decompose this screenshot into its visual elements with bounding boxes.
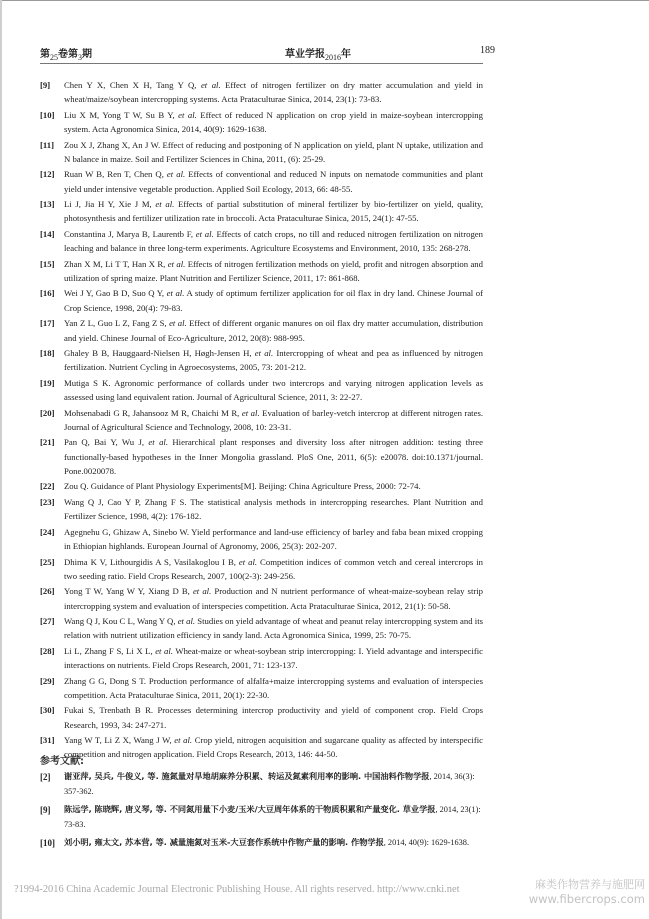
chinese-references-title: 参考文献: — [40, 756, 84, 767]
reference-text-chinese: 谢亚萍, 吴兵, 牛俊义, 等. 施氮量对旱地胡麻养分积累、转运及氮素利用率的影响. 中国油料作物学报 — [64, 771, 430, 781]
reference-number: [12] — [40, 169, 55, 180]
reference-item — [40, 525, 483, 554]
running-header — [40, 45, 495, 65]
reference-text: Mohsenabadi G R, Jahansooz M R, Chaichi M R, et al. Evaluation of barley-vetch intercrop at different nitrogen rates. Journal of Agricultural Science and Technology, 2008, 10: 23-31. — [64, 407, 484, 432]
reference-item — [40, 227, 483, 256]
reference-number: [30] — [40, 705, 55, 716]
reference-item — [40, 674, 483, 703]
et-al: et al. — [169, 318, 187, 329]
reference-number: [10] — [40, 109, 55, 120]
reference-text: Agegnehu G, Ghizaw A, Sinebo W. Yield performance and land-use efficiency of barley and faba bean mixed cropping in Ethiopian highlands. European Journal of Agronomy, 2006, 25(3): 202-207. — [64, 526, 483, 552]
et-al: et al. — [195, 228, 214, 239]
reference-number: [18] — [40, 348, 55, 359]
reference-number: [15] — [40, 258, 55, 269]
et-al: et al. — [192, 586, 212, 597]
reference-text: Yan Z L, Guo L Z, Fang Z S, et al. Effect of different organic manures on oil flax dry matter accumulation, distribution and yield. Chinese Journal of Eco-Agriculture, 2012, 20(8): 988-995. — [64, 318, 483, 343]
page-number: 189 — [480, 45, 495, 56]
reference-text: Dhima K V, Lithourgidis A S, Vasilakoglou I B, et al. Competition indices of common vetch and cereal intercrops in two seeding ratio. Field Crops Research, 2007, 100(2-3): 249-256. — [64, 556, 484, 581]
reference-number: [11] — [40, 139, 54, 150]
reference-citation-details: , 2014, 23(1): 73-83. — [64, 805, 481, 829]
reference-number: [9] — [40, 80, 51, 90]
et-al: et al. — [155, 199, 175, 210]
et-al: et al. — [167, 258, 186, 269]
journal-year — [285, 45, 351, 62]
volume-mid: 卷第 — [58, 49, 78, 60]
site-watermark — [529, 878, 645, 906]
reference-text: Zou Q. Guidance of Plant Physiology Experiments[M]. Beijing: China Agriculture Press, 2000: 72-74. — [64, 481, 421, 492]
reference-text: Zhang G G, Dong S T. Production performance of alfalfa+maize intercropping systems and evaluation of interspecies competition. Acta Prataculturae Sinica, 2011, 20(1): 22-30. — [64, 675, 483, 700]
reference-number: [24] — [40, 526, 55, 537]
reference-text: Yong T W, Yang W Y, Xiang D B, et al. Production and N nutrient performance of wheat-maize-soybean relay strip intercropping system and evaluation of interspecies competition. Acta Prataculturae Sinica, 2012, 21(1): 50-58. — [64, 586, 484, 611]
et-al: et al. — [178, 109, 197, 120]
reference-item — [40, 376, 483, 405]
reference-text: Li J, Jia H Y, Xie J M, et al. Effects of partial substitution of mineral fertilizer by bio-fertilizer on yield, quality, photosynthesis and fertilizer utilization rate in broccoli. Acta Prataculturae Sinica, 2015, 24(1): 47-55. — [64, 199, 483, 224]
reference-number: [13] — [40, 199, 55, 210]
reference-item — [40, 138, 483, 167]
reference-number: [28] — [40, 645, 55, 656]
watermark-url: www.fibercrops.com — [528, 892, 645, 906]
reference-item — [40, 167, 483, 196]
reference-text: Pan Q, Bai Y, Wu J, et al. Hierarchical plant responses and diversity loss after nitrogen addition: testing three functionally-based hypotheses in the Inner Mongolia grassland. PloS One, 2011, 6(5): e20078. doi:10.1371/journal. Pone.0020078. — [64, 437, 484, 476]
reference-text: Constantina J, Marya B, Laurentb F, et al. Effects of catch crops, no till and reduced nitrogen fertilization on nitrogen leaching and balance in three long-term experiments. Agriculture Ecosystems and Environment, 2010, 135: 268-278. — [64, 228, 483, 254]
reference-number: [17] — [40, 318, 55, 329]
reference-number: [22] — [40, 481, 55, 492]
reference-number: [25] — [40, 556, 55, 567]
volume-prefix: 第 — [40, 49, 50, 60]
reference-citation-details: , 2014, 40(9): 1629-1638. — [383, 838, 470, 847]
reference-item — [40, 644, 483, 673]
reference-number: [26] — [40, 586, 55, 597]
reference-text: Wei J Y, Gao B D, Suo Q Y, et al. A study of optimum fertilizer application for oil flax in dry land. Chinese Journal of Crop Science, 1998, 20(4): 79-83. — [64, 288, 484, 313]
reference-text: Ghaley B B, Hauggaard-Nielsen H, Høgh-Jensen H, et al. Intercropping of wheat and pea as influenced by nitrogen fertilization. Nutrient Cycling in Agroecosystems, 2005, 73: 201-212. — [64, 348, 484, 373]
reference-list — [40, 78, 483, 763]
reference-number: [14] — [40, 228, 55, 239]
reference-number: [29] — [40, 675, 55, 686]
reference-text: Ruan W B, Ren T, Chen Q, et al. Effects of conventional and reduced N inputs on nematode communities and plant yield under intensive vegetable production. Applied Soil Ecology, 2013, 66: 48-55. — [64, 169, 483, 194]
reference-number: [23] — [40, 496, 55, 507]
et-al: et al. — [148, 437, 169, 448]
reference-number: [20] — [40, 407, 55, 418]
reference-number: [31] — [40, 735, 55, 746]
reference-text: Liu X M, Yong T W, Su B Y, et al. Effect of reduced N application on crop yield in maize-soybean intercropping system. Acta Agronomica Sinica, 2014, 40(9): 1629-1638. — [64, 109, 483, 135]
reference-text: Wang Q J, Kou C L, Wang Y Q, et al. Studies on yield advantage of wheat and peanut relay intercropping system and its relation with nutrient utilization efficiency in sandy land. Acta Agronomica Sinica, 1999, 25: 70-75. — [64, 616, 483, 641]
reference-item — [40, 78, 483, 107]
et-al: et al. — [200, 80, 221, 90]
reference-text: Wang Q J, Cao Y P, Zhang F S. The statistical analysis methods in intercropping researches. Plant Nutrition and Fertilizer Science, 1998, 4(2): 176-182. — [64, 496, 483, 522]
et-al: et al. — [166, 288, 185, 299]
reference-item — [40, 197, 483, 226]
watermark-site-name: 麻类作物营养与施肥网 — [535, 878, 645, 891]
chinese-reference-item — [40, 835, 483, 851]
reference-number: [19] — [40, 377, 55, 388]
reference-item — [40, 584, 483, 613]
volume-issue — [40, 45, 92, 62]
et-al: et al. — [155, 645, 173, 656]
reference-item — [40, 435, 483, 478]
year-suffix: 年 — [341, 49, 351, 60]
reference-text: Chen Y X, Chen X H, Tang Y Q, et al. Effect of nitrogen fertilizer on dry matter accumulation and yield in wheat/maize/soybean intercropping systems. Acta Prataculturae Sinica, 2014, 23(1): 73-83. — [64, 80, 483, 105]
reference-item — [40, 316, 483, 345]
et-al: et al. — [174, 735, 193, 746]
et-al: et al. — [241, 407, 260, 418]
reference-item — [40, 346, 483, 375]
journal-name: 草业学报 — [285, 49, 325, 60]
reference-item — [40, 495, 483, 524]
et-al: et al. — [238, 556, 258, 567]
reference-number: [21] — [40, 437, 55, 448]
reference-number: [9] — [40, 805, 51, 815]
reference-item — [40, 257, 483, 286]
reference-item — [40, 703, 483, 732]
reference-text: Zhan X M, Li T T, Han X R, et al. Effects of nitrogen fertilization methods on yield, profit and nitrogen absorption and utilization of spring maize. Plant Nutrition and Fertilizer Science, 2011, 17: 861-868. — [64, 258, 483, 283]
reference-item — [40, 406, 483, 435]
page-left-border — [0, 0, 2, 919]
reference-number: [27] — [40, 616, 55, 627]
reference-item — [40, 733, 483, 762]
reference-item — [40, 555, 483, 584]
reference-number: [16] — [40, 288, 55, 299]
issue-suffix: 期 — [82, 49, 92, 60]
reference-number: [2] — [40, 772, 51, 782]
et-al: et al. — [166, 169, 186, 180]
copyright-footer: ?1994-2016 China Academic Journal Electronic Publishing House. All rights reserved. http://www.cnki.net — [14, 884, 460, 895]
journal-year-number: 2016 — [325, 53, 341, 62]
volume-number: 25 — [50, 53, 58, 62]
et-al: et al. — [254, 348, 274, 359]
reference-citation-details: , 2014, 36(3): 357-362. — [64, 772, 475, 796]
reference-text: Yang W T, Li Z X, Wang J W, et al. Crop yield, nitrogen acquisition and sugarcane quality as affected by interspecific competition and nitrogen application. Field Crops Research, 2013, 146: 44-50. — [64, 735, 483, 760]
reference-item — [40, 479, 483, 493]
reference-number: [10] — [40, 838, 55, 848]
chinese-reference-item — [40, 802, 483, 832]
reference-item — [40, 286, 483, 315]
reference-item — [40, 614, 483, 643]
page-top-border — [0, 0, 649, 1]
chinese-reference-item — [40, 769, 483, 799]
issue-number: 3 — [78, 53, 82, 62]
reference-text: Zou X J, Zhang X, An J W. Effect of reducing and postponing of N application on yield, plant N uptake, utilization and N balance in maize. Soil and Fertilizer Sciences in China, 2011, (6): 25-29. — [64, 139, 483, 164]
reference-text: Fukai S, Trenbath B R. Processes determining intercrop productivity and yield of component crop. Field Crops Research, 1993, 34: 247-271. — [64, 705, 483, 730]
header-rule — [40, 63, 483, 64]
chinese-reference-list — [40, 769, 483, 854]
reference-text-chinese: 刘小明, 雍太文, 苏本营, 等. 减量施氮对玉米-大豆套作系统中作物产量的影响. 作物学报 — [64, 837, 384, 847]
et-al: et al. — [177, 616, 196, 627]
reference-text-chinese: 陈远学, 陈晓辉, 唐义琴, 等. 不同氮用量下小麦/玉米/大豆周年体系的干物质积累和产量变化. 草业学报 — [64, 804, 436, 814]
reference-text: Mutiga S K. Agronomic performance of collards under two intercrops and varying nitrogen application levels as assessed using land equivalent ration. Journal of Agricultural Science, 2011, 3: 22-27. — [64, 377, 483, 403]
reference-text: Li L, Zhang F S, Li X L, et al. Wheat-maize or wheat-soybean strip intercropping: I. Yield advantage and interspecific interactions on nutrients. Field Crops Research, 2001, 71: 123-137. — [64, 645, 483, 671]
reference-item — [40, 108, 483, 137]
